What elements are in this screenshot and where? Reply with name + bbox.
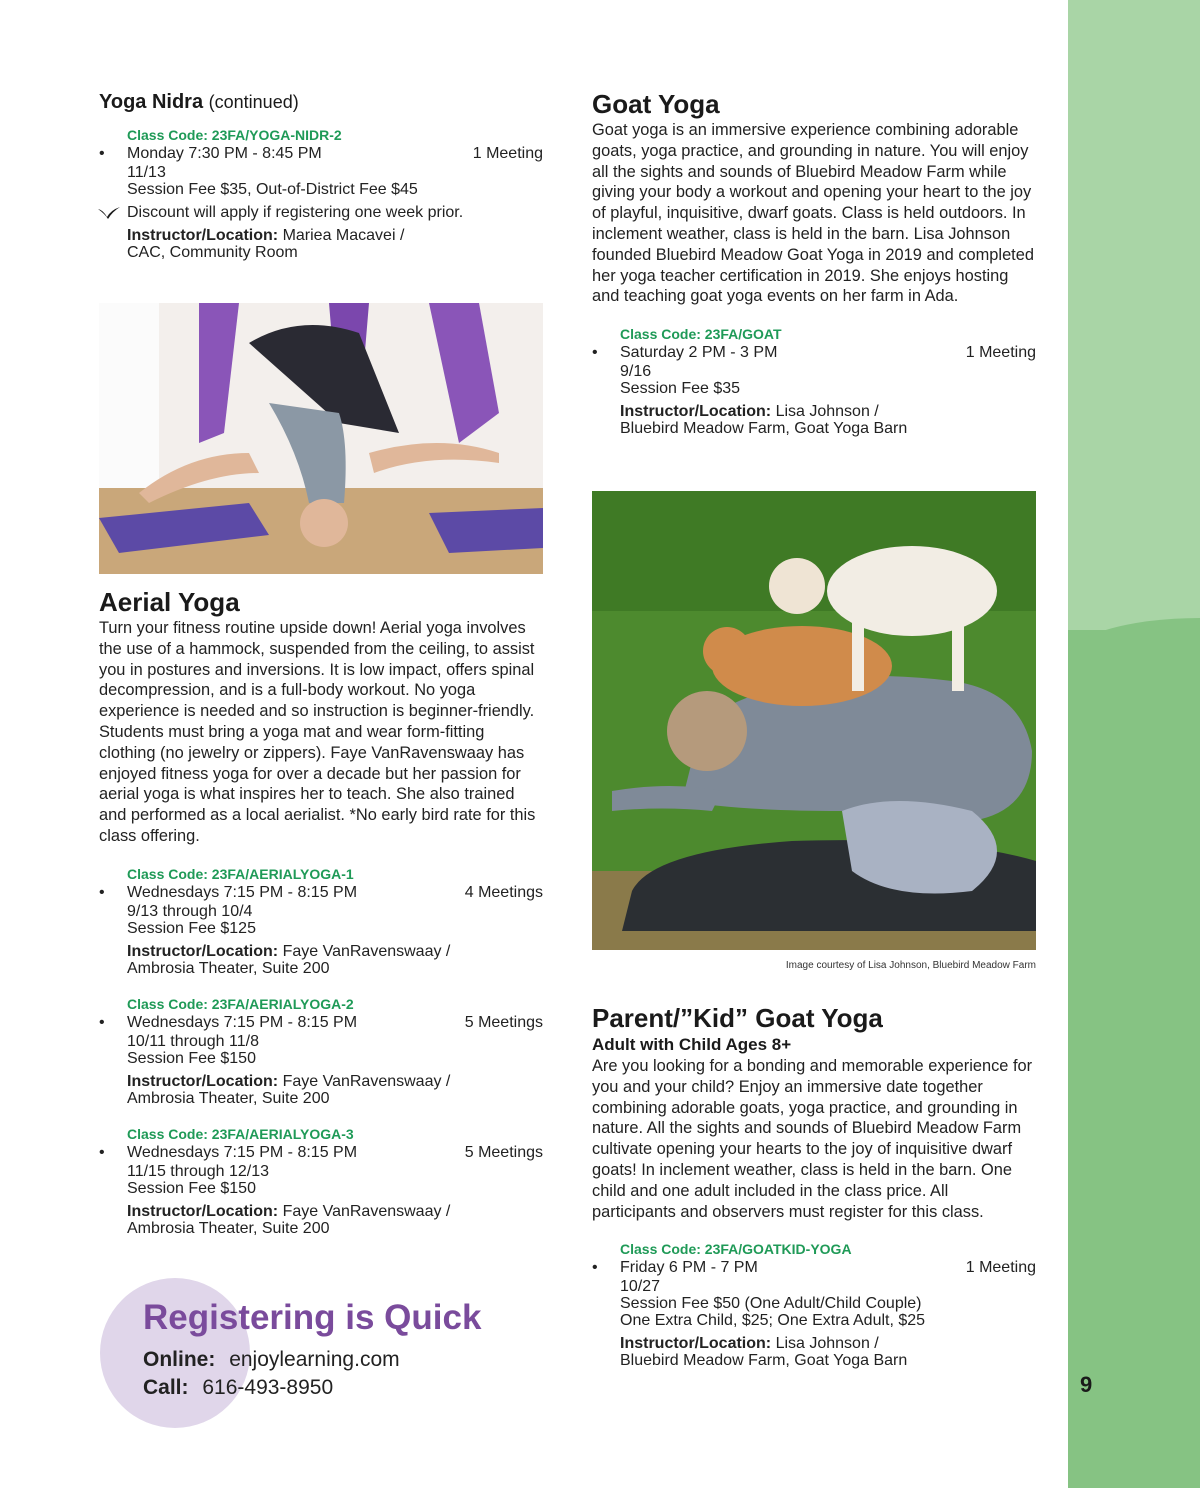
yoga-nidra-title: Yoga Nidra [99, 91, 204, 113]
class-code: Class Code: 23FA/AERIALYOGA-3 [127, 1125, 354, 1142]
class-meetings: 5 Meetings [464, 1143, 543, 1161]
instructor-location [620, 403, 1036, 437]
aerial-class-3 [99, 1125, 543, 1237]
parent-kid-class [592, 1240, 1036, 1370]
class-meetings: 1 Meeting [965, 344, 1036, 362]
class-day-time: Wednesdays 7:15 PM - 8:15 PM [127, 1013, 358, 1031]
class-code: Class Code: 23FA/YOGA-NIDR-2 [127, 127, 342, 143]
bullet-icon: • [592, 1259, 598, 1277]
location-name: Ambrosia Theater, Suite 200 [127, 1089, 330, 1107]
parent-kid-description: Are you looking for a bonding and memorable experience for you and your child? Enjoy an immersive date together combining adorable goats, yoga practice, and grounding in nature. All the sights and sounds of Bluebird Meadow Farm cultivate opening your hearts to the joy of inquisitive dwarf goats! In inclement weather, class is held in the barn. One child and one adult included in the class price. All participants and observers must register for this class. [592, 1057, 1033, 1221]
aerial-yoga-section [99, 586, 543, 1237]
instructor-location [127, 1073, 543, 1107]
class-day-time: Wednesdays 7:15 PM - 8:15 PM [127, 1143, 358, 1161]
bird-check-icon [97, 206, 121, 220]
register-phone[interactable]: 616-493-8950 [202, 1376, 334, 1399]
class-meetings: 5 Meetings [464, 1013, 543, 1031]
yoga-nidra-heading [99, 88, 543, 116]
class-schedule [99, 1013, 543, 1033]
location-name: Ambrosia Theater, Suite 200 [127, 959, 330, 977]
location-name: Bluebird Meadow Farm, Goat Yoga Barn [620, 1352, 908, 1370]
class-meetings: 1 Meeting [965, 1259, 1036, 1277]
class-dates: 11/13 [127, 164, 166, 181]
location-name: Bluebird Meadow Farm, Goat Yoga Barn [620, 420, 908, 438]
goat-yoga-section [592, 88, 1036, 437]
register-online [143, 1348, 400, 1372]
instructor-name: Faye VanRavenswaay / [282, 942, 451, 960]
register-title: Registering is Quick [143, 1298, 482, 1337]
class-fee: Session Fee $150 [127, 1179, 256, 1197]
register-call-label: Call: [143, 1376, 189, 1399]
instructor-location [127, 227, 543, 261]
class-fee: Session Fee $125 [127, 919, 256, 937]
class-dates: 10/27 [620, 1278, 661, 1296]
discount-note [127, 204, 543, 221]
discount-text: Discount will apply if registering one week prior. [127, 204, 464, 221]
instructor-label: Instructor/Location: [127, 942, 279, 960]
class-dates: 9/16 [620, 363, 652, 381]
location-name: Ambrosia Theater, Suite 200 [127, 1219, 330, 1237]
yoga-nidra-class [99, 126, 543, 261]
goat-yoga-class [592, 325, 1036, 438]
instructor-label: Instructor/Location: [127, 1072, 279, 1090]
instructor-name: Faye VanRavenswaay / [282, 1202, 451, 1220]
bullet-icon: • [99, 1143, 105, 1161]
class-meetings: 1 Meeting [472, 145, 543, 162]
class-fee-extra: One Extra Child, $25; One Extra Adult, $25 [620, 1312, 926, 1330]
class-day-time: Friday 6 PM - 7 PM [620, 1259, 758, 1277]
register-call [143, 1376, 333, 1400]
instructor-label: Instructor/Location: [127, 1202, 279, 1220]
class-fee: Session Fee $35 [620, 380, 741, 398]
class-dates: 11/15 through 12/13 [127, 1162, 270, 1180]
instructor-name: Faye VanRavenswaay / [282, 1072, 451, 1090]
class-meetings: 4 Meetings [464, 883, 543, 901]
class-day-time: Saturday 2 PM - 3 PM [620, 344, 778, 362]
instructor-location [127, 943, 543, 977]
instructor-label: Instructor/Location: [127, 227, 279, 244]
class-schedule [99, 1143, 543, 1163]
left-column [99, 88, 543, 261]
parent-kid-title: Parent/”Kid” Goat Yoga [592, 1003, 883, 1033]
instructor-name: Mariea Macavei / [282, 227, 405, 244]
class-day-time: Wednesdays 7:15 PM - 8:15 PM [127, 883, 358, 901]
class-code: Class Code: 23FA/AERIALYOGA-1 [127, 865, 354, 882]
goat-yoga-title: Goat Yoga [592, 89, 720, 119]
bullet-icon: • [99, 145, 105, 162]
page-number: 9 [1080, 1372, 1093, 1397]
yoga-nidra-continued: (continued) [208, 92, 299, 112]
goat-yoga-description: Goat yoga is an immersive experience combining adorable goats, yoga practice, and grounding in nature. You will enjoy all the sights and sounds of Bluebird Meadow Farm while giving your body a workout and opening your heart to the joy of playful, inquisitive, dwarf goats. Class is held outdoors. In inclement weather, class is held in the barn. Lisa Johnson founded Bluebird Meadow Goat Yoga in 2019 and completed her yoga teacher certification in 2019. She enjoys hosting and teaching goat yoga events on her farm in Ada. [592, 121, 1034, 306]
class-dates: 9/13 through 10/4 [127, 902, 253, 920]
class-day-time: Monday 7:30 PM - 8:45 PM [127, 145, 322, 162]
class-code: Class Code: 23FA/GOATKID-YOGA [620, 1241, 852, 1258]
aerial-yoga-title: Aerial Yoga [99, 587, 240, 617]
register-online-link[interactable]: enjoylearning.com [229, 1348, 400, 1371]
class-schedule [592, 1258, 1036, 1278]
location-name: CAC, Community Room [127, 244, 298, 261]
class-fee: Session Fee $150 [127, 1049, 256, 1067]
instructor-label: Instructor/Location: [620, 1335, 772, 1353]
bullet-icon: • [99, 1013, 105, 1031]
aerial-yoga-description: Turn your fitness routine upside down! Aerial yoga involves the use of a hammock, suspended from the ceiling, to assist you in postures and inversions. It is low impact, offers spinal decompression, and is a full-body workout. No yoga experience is needed and so instruction is beginner-friendly. Students must bring a yoga mat and wear form-fitting clothing (no jewelry or zippers). Faye VanRavenswaay has enjoyed fitness yoga for over a decade but her passion for aerial yoga is what inspires her to teach. She also trained and performed as a local aerialist. *No early bird rate for this class offering. [99, 619, 536, 845]
parent-kid-subtitle: Adult with Child Ages 8+ [592, 1035, 792, 1054]
class-schedule [99, 144, 543, 164]
class-code: Class Code: 23FA/GOAT [620, 326, 782, 343]
instructor-location [127, 1203, 543, 1237]
photo-caption: Image courtesy of Lisa Johnson, Bluebird Meadow Farm [785, 960, 1036, 971]
bullet-icon: • [592, 344, 598, 362]
class-fee: Session Fee $50 (One Adult/Child Couple) [620, 1295, 922, 1313]
class-code: Class Code: 23FA/AERIALYOGA-2 [127, 995, 354, 1012]
class-fee: Session Fee $35, Out-of-District Fee $45 [127, 181, 418, 198]
parent-kid-section [592, 1002, 1036, 1369]
class-schedule [592, 343, 1036, 363]
instructor-name: Lisa Johnson / [775, 1335, 879, 1353]
instructor-label: Instructor/Location: [620, 403, 772, 421]
register-online-label: Online: [143, 1348, 216, 1371]
aerial-yoga-photo [99, 303, 543, 574]
class-schedule [99, 883, 543, 903]
aerial-class-1 [99, 865, 543, 977]
sidebar-band-dark [1068, 630, 1200, 1488]
instructor-location [620, 1335, 1036, 1369]
bullet-icon: • [99, 883, 105, 901]
aerial-class-2 [99, 995, 543, 1107]
class-dates: 10/11 through 11/8 [127, 1032, 259, 1050]
goat-yoga-photo [592, 491, 1036, 950]
instructor-name: Lisa Johnson / [775, 403, 879, 421]
